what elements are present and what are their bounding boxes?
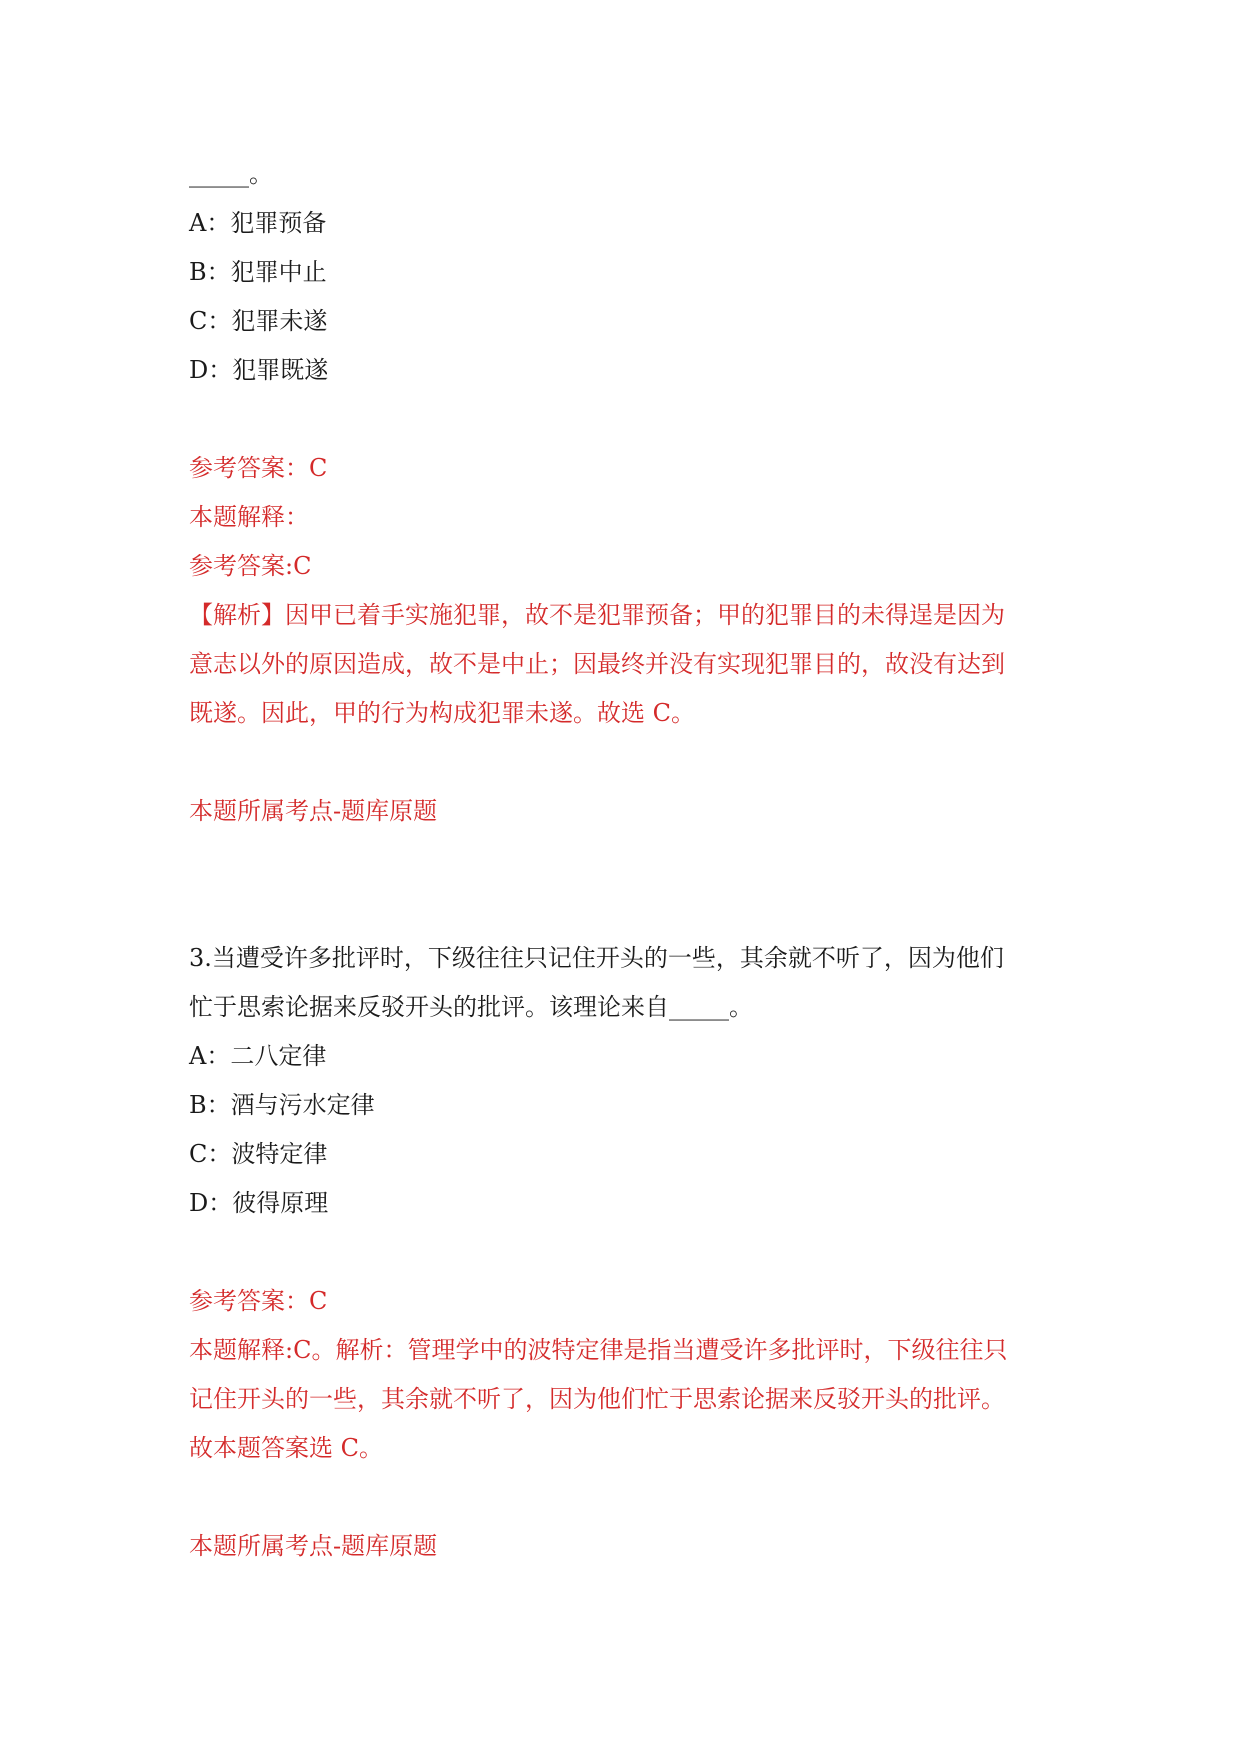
q3-option-b: B：酒与污水定律 <box>189 1091 375 1119</box>
q3-stem-line-1: 3.当遭受许多批评时，下级往往只记住开头的一些，其余就不听了，因为他们 <box>189 944 1004 972</box>
q3-explanation-line-3: 故本题答案选 C。 <box>189 1434 383 1462</box>
q2-stem-tail: _____。 <box>189 160 273 188</box>
q3-explanation-line-1: 本题解释:C。解析：管理学中的波特定律是指当遭受许多批评时，下级往往只 <box>189 1336 1008 1364</box>
q3-option-a: A：二八定律 <box>189 1042 327 1070</box>
q2-explanation-label: 本题解释： <box>189 503 309 531</box>
q2-option-d: D：犯罪既遂 <box>189 356 329 384</box>
q2-analysis-line-3: 既遂。因此，甲的行为构成犯罪未遂。故选 C。 <box>189 699 695 727</box>
q2-source: 本题所属考点-题库原题 <box>189 797 438 825</box>
q2-option-a: A：犯罪预备 <box>189 209 327 237</box>
spacer <box>189 1473 1049 1522</box>
spacer <box>189 836 1049 934</box>
q2-answer: 参考答案：C <box>189 454 328 482</box>
q2-analysis-line-1: 【解析】因甲已着手实施犯罪，故不是犯罪预备；甲的犯罪目的未得逞是因为 <box>189 601 1005 629</box>
q2-analysis-line-2: 意志以外的原因造成，故不是中止；因最终并没有实现犯罪目的，故没有达到 <box>189 650 1005 678</box>
spacer <box>189 1228 1049 1277</box>
q3-explanation-line-2: 记住开头的一些，其余就不听了，因为他们忙于思索论据来反驳开头的批评。 <box>189 1385 1005 1413</box>
document-page <box>189 150 1049 1571</box>
q3-option-d: D：彼得原理 <box>189 1189 329 1217</box>
q2-option-b: B：犯罪中止 <box>189 258 327 286</box>
q2-option-c: C：犯罪未遂 <box>189 307 328 335</box>
q3-stem-line-2: 忙于思索论据来反驳开头的批评。该理论来自_____。 <box>189 993 753 1021</box>
spacer <box>189 738 1049 787</box>
q2-answer-repeat: 参考答案:C <box>189 552 312 580</box>
q3-source: 本题所属考点-题库原题 <box>189 1532 438 1560</box>
q3-option-c: C：波特定律 <box>189 1140 328 1168</box>
spacer <box>189 395 1049 444</box>
q3-answer: 参考答案：C <box>189 1287 328 1315</box>
